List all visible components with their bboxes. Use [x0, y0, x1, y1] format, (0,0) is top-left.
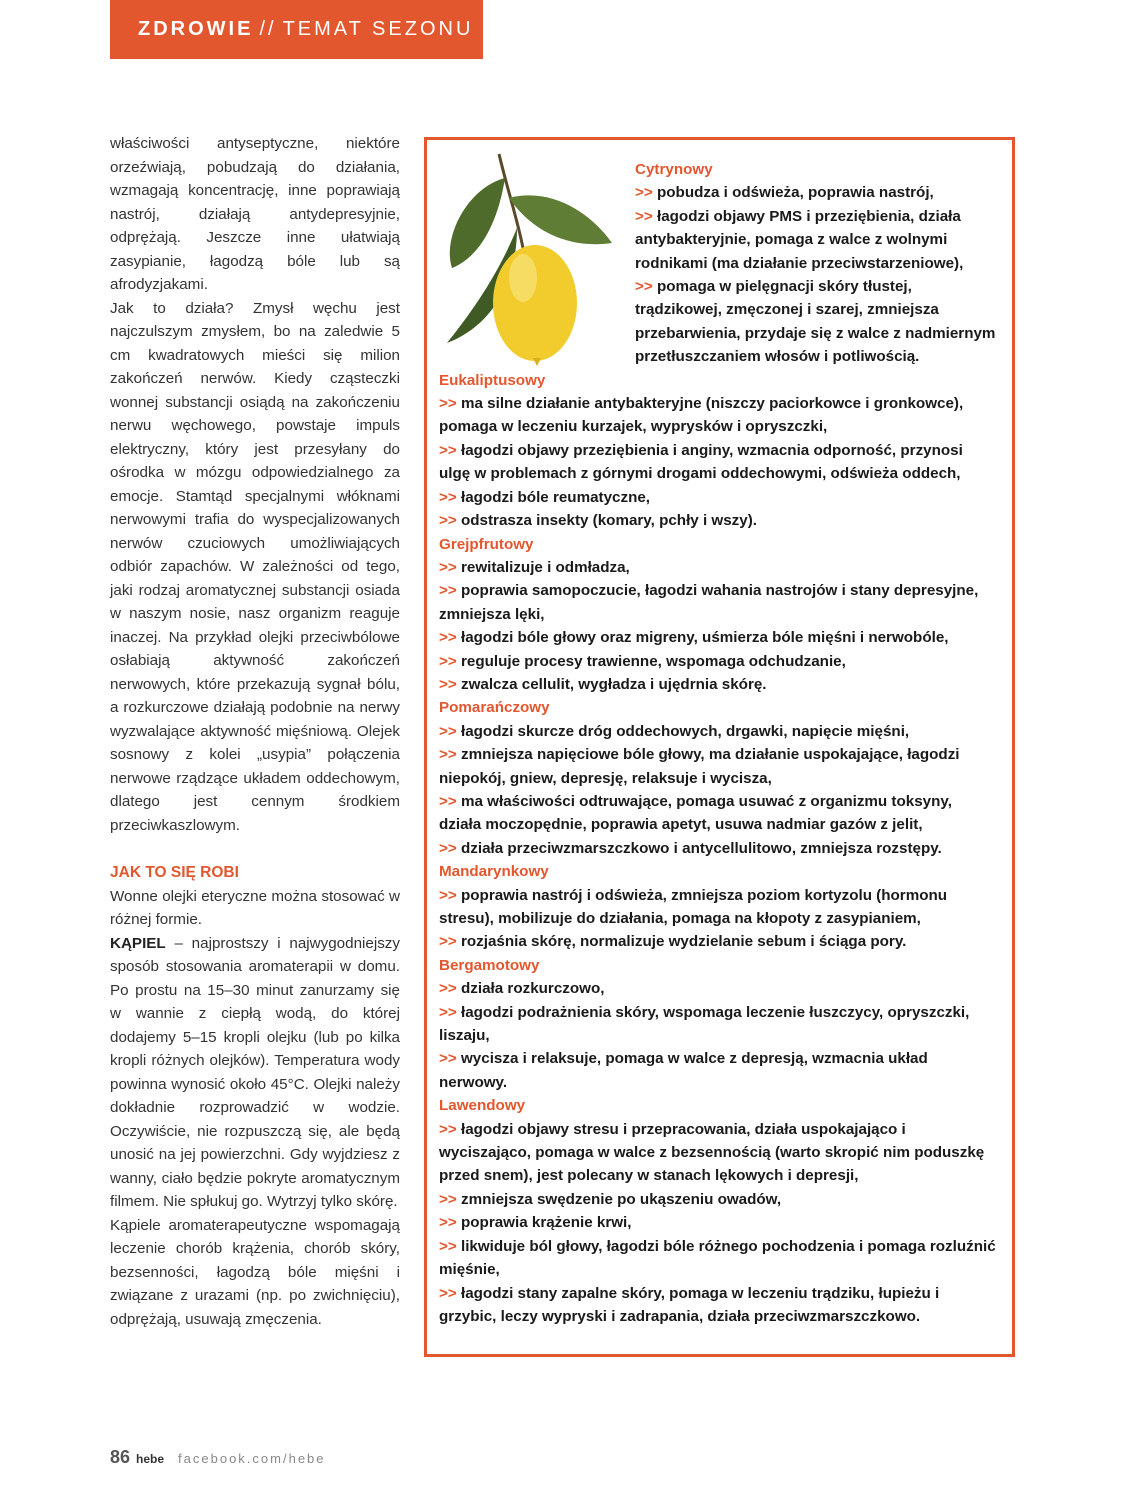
arrow-marker: >>: [439, 886, 457, 904]
oil-benefit: >> poprawia nastrój i odświeża, zmniejsza poziom kortyzolu (hormonu stresu), mobilizuje do działania, pomaga na kłopoty z zasypianiem,: [439, 886, 948, 927]
oil-benefit: >> działa przeciwzmarszczkowo i antycellulitowo, zmniejsza rozstępy.: [439, 839, 942, 857]
arrow-marker: >>: [439, 1003, 457, 1021]
oil-benefit: >> rewitalizuje i odmładza,: [439, 558, 630, 576]
arrow-marker: >>: [439, 933, 457, 951]
oil-benefit: >> działa rozkurczowo,: [439, 980, 605, 998]
oil-benefit: >> łagodzi objawy PMS i przeziębienia, działa antybakteryjnie, pomaga z walce z wolnymi rodnikami (ma działanie przeciwstarzeniowe),: [635, 207, 964, 272]
oil-benefit: >> łagodzi skurcze dróg oddechowych, drgawki, napięcie mięśni,: [439, 722, 910, 740]
arrow-marker: >>: [439, 1284, 457, 1302]
oil-benefit: >> pobudza i odświeża, poprawia nastrój,: [635, 184, 934, 202]
section-header: [110, 0, 483, 59]
oil-benefit: >> poprawia krążenie krwi,: [439, 1214, 632, 1232]
paragraph: właściwości antyseptyczne, niektóre orzeźwiają, pobudzają do działania, wzmagają koncentrację, inne poprawiają nastrój, działają antydepresyjnie, odprężają. Jeszcze inne ułatwiają zasypianie, łagodzą bóle lub są afrodyzjakami.: [110, 135, 400, 293]
oil-name: Eukaliptusowy: [439, 371, 546, 389]
oil-name: Grejpfrutowy: [439, 535, 534, 553]
oil-name: Lawendowy: [439, 1097, 526, 1115]
arrow-marker: >>: [439, 839, 457, 857]
oil-benefit: >> zmniejsza swędzenie po ukąszeniu owadów,: [439, 1190, 782, 1208]
arrow-marker: >>: [439, 441, 457, 459]
oils-list: [439, 158, 998, 1328]
oil-section-lemon: [635, 158, 998, 369]
oils-info-box: [424, 137, 1015, 1357]
brand-logo: hebe: [136, 1452, 165, 1466]
oil-benefit: >> rozjaśnia skórę, normalizuje wydzielanie sebum i ściąga pory.: [439, 933, 907, 951]
arrow-marker: >>: [439, 512, 457, 530]
arrow-marker: >>: [635, 184, 653, 202]
arrow-marker: >>: [439, 582, 457, 600]
oil-benefit: >> ma silne działanie antybakteryjne (niszczy paciorkowce i gronkowce), pomaga w leczeniu kurzajek, wyprysków i opryszczki,: [439, 395, 964, 436]
arrow-marker: >>: [439, 1050, 457, 1068]
paragraph: Jak to działa? Zmysł węchu jest najczulszym zmysłem, bo na zaledwie 5 cm kwadratowych mieści się milion zakończeń nerwów. Kiedy cząsteczki wonnej substancji osiądą na zakończeniu nerwu węchowego, powstaje impuls elektryczny, który jest przesyłany do ośrodka w mózgu odpowiedzialnego za emocje. Stamtąd specjalnymi włóknami nerwowymi trafia do wyspecjalizowanych nerwów czuciowych umożliwiających odbiór zapachów. W zależności od tego, jaki rodzaj aromatycznej substancji osiada w naszym nosie, nasz organizm reaguje inaczej. Na przykład olejki przeciwbólowe osłabiają aktywność zakończeń nerwowych, które przekazują sygnał bólu, a rozkurczowe działają podobnie na nerwy wyzwalające aktywność mięśniową. Olejek sosnowy z kolei „usypia” połączenia nerwowe rządzące układem oddechowym, dlatego jest cennym środkiem przeciwkaszlowym.: [110, 299, 400, 834]
arrow-marker: >>: [635, 207, 653, 225]
paragraph: Wonne olejki eteryczne można stosować w różnej formie.: [110, 887, 400, 928]
page-number: 86: [110, 1447, 131, 1467]
oil-benefit: >> likwiduje ból głowy, łagodzi bóle różnego pochodzenia i pomaga rozluźnić mięśnie,: [439, 1237, 996, 1279]
oil-benefit: >> łagodzi stany zapalne skóry, pomaga w leczeniu trądziku, łupieżu i grzybic, leczy wypryski i zadrapania, działa przeciwzmarszczkowo.: [439, 1284, 940, 1325]
oil-name: Pomarańczowy: [439, 699, 550, 717]
article-column: [110, 132, 400, 1331]
arrow-marker: >>: [439, 792, 457, 810]
paragraph: [110, 932, 400, 1214]
oil-benefit: >> zwalcza cellulit, wygładza i ujędrnia skórę.: [439, 675, 767, 693]
oil-benefit: >> pomaga w pielęgnacji skóry tłustej, trądzikowej, zmęczonej i szarej, zmniejsza przebarwienia, przydaje się z walce z nadmiernym przetłuszczaniem włosów i potliwością.: [635, 278, 996, 366]
oil-benefit: >> poprawia samopoczucie, łagodzi wahania nastrojów i stany depresyjne, zmniejsza lęki,: [439, 582, 979, 623]
oil-benefit: >> łagodzi objawy stresu i przepracowania, działa uspokajająco i wyciszająco, pomaga w walce z bezsennością (warto skropić nim poduszkę przed snem), jest polecany w stanach lękowych i depresji,: [439, 1120, 985, 1185]
section-topic: TEMAT SEZONU: [282, 18, 474, 40]
arrow-marker: >>: [439, 629, 457, 647]
oil-benefit: >> ma właściwości odtruwające, pomaga usuwać z organizmu toksyny, działa moczopędnie, poprawia apetyt, usuwa nadmiar gazów z jelit,: [439, 792, 952, 834]
facebook-link[interactable]: facebook.com/hebe: [178, 1451, 326, 1466]
arrow-marker: >>: [439, 746, 457, 764]
arrow-marker: >>: [439, 1214, 457, 1232]
oil-benefit: >> łagodzi bóle głowy oraz migreny, uśmierza bóle mięśni i nerwobóle,: [439, 629, 949, 647]
arrow-marker: >>: [439, 558, 457, 576]
arrow-marker: >>: [439, 980, 457, 998]
arrow-marker: >>: [439, 395, 457, 413]
oil-name: Cytrynowy: [635, 161, 713, 178]
oil-benefit: >> łagodzi bóle reumatyczne,: [439, 488, 651, 506]
oil-name: Bergamotowy: [439, 956, 540, 974]
arrow-marker: >>: [635, 278, 653, 296]
arrow-marker: >>: [439, 1190, 457, 1208]
oil-name: Mandarynkowy: [439, 863, 549, 881]
page-footer: [110, 1447, 326, 1468]
oil-benefit: >> reguluje procesy trawienne, wspomaga odchudzanie,: [439, 652, 846, 670]
header-separator: //: [259, 18, 277, 40]
keyword: KĄPIEL: [110, 934, 166, 952]
oil-benefit: >> zmniejsza napięciowe bóle głowy, ma działanie uspokajające, łagodzi niepokój, gniew, depresję, relaksuje i wycisza,: [439, 746, 960, 787]
arrow-marker: >>: [439, 488, 457, 506]
paragraph-text: – najprostszy i najwygodniejszy sposób stosowania aromaterapii w domu. Po prostu na 15–30 minut zanurzamy się w wannie z ciepłą wodą, do której dodajemy 5–15 kropli olejku (lub po kilka kropli różnych olejków). Temperatura wody powinna wynosić około 45°C. Olejki należy dokładnie rozprowadzić w wodzie. Oczywiście, nie rozpuszczą się, ale będą unosić na jej powierzchni. Gdy wyjdziesz z wanny, ciało będzie pokryte aromatycznym filmem. Nie spłukuj go. Wytrzyj tylko skórę.: [110, 934, 400, 1210]
arrow-marker: >>: [439, 652, 457, 670]
arrow-marker: >>: [439, 722, 457, 740]
section-label: ZDROWIE: [138, 18, 254, 40]
oil-benefit: >> wycisza i relaksuje, pomaga w walce z depresją, wzmacnia układ nerwowy.: [439, 1050, 928, 1091]
arrow-marker: >>: [439, 1237, 457, 1255]
arrow-marker: >>: [439, 1120, 457, 1138]
paragraph: Kąpiele aromaterapeutyczne wspomagają leczenie chorób krążenia, chorób skóry, bezsenności, łagodzą bóle mięśni i związane z urazami (np. po zwichnięciu), odprężają, usuwają zmęczenia.: [110, 1216, 400, 1328]
section-heading: JAK TO SIĘ ROBI: [110, 864, 239, 881]
oil-benefit: >> łagodzi objawy przeziębienia i anginy, wzmacnia odporność, przynosi ulgę w problemach z górnymi drogami oddechowymi, odświeża oddech,: [439, 441, 963, 483]
oil-benefit: >> łagodzi podrażnienia skóry, wspomaga leczenie łuszczycy, opryszczki, liszaju,: [439, 1003, 970, 1045]
arrow-marker: >>: [439, 675, 457, 693]
oil-benefit: >> odstrasza insekty (komary, pchły i wszy).: [439, 512, 757, 530]
